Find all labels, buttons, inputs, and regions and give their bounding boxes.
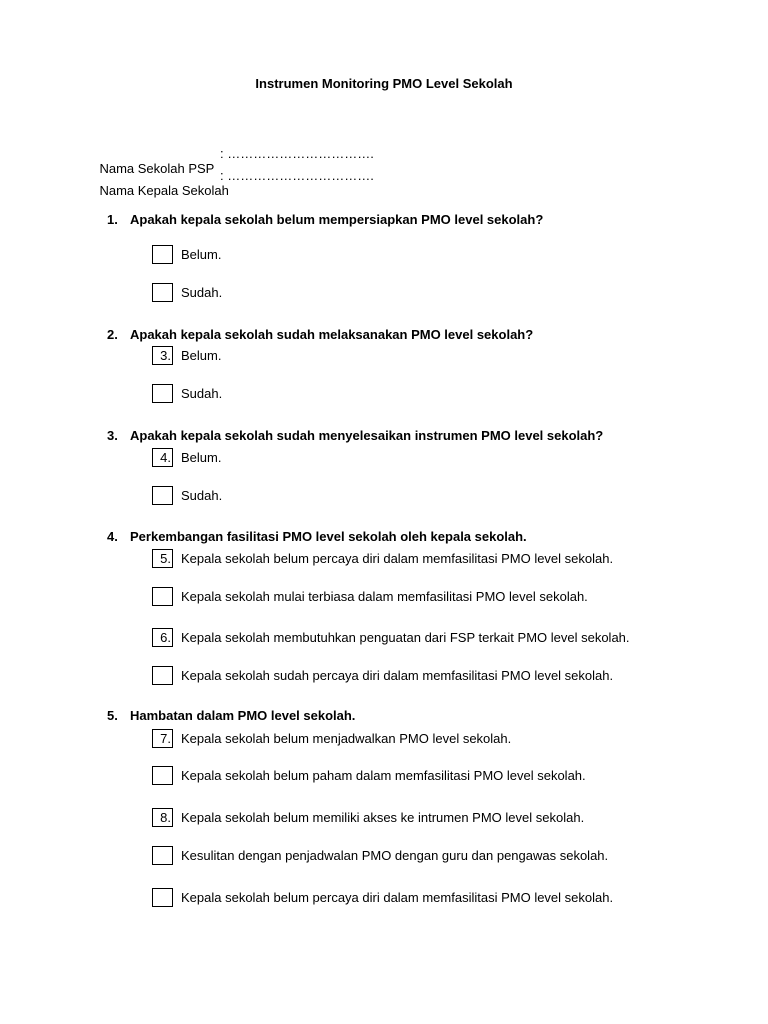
- field-label: Nama Kepala Sekolah: [99, 183, 229, 198]
- option-label: Kepala sekolah belum paham dalam memfasilitasi PMO level sekolah.: [181, 768, 586, 783]
- checkbox[interactable]: [152, 808, 173, 827]
- option-label: Kepala sekolah sudah percaya diri dalam memfasilitasi PMO level sekolah.: [181, 668, 614, 683]
- checkbox[interactable]: [152, 448, 173, 467]
- option-label: Belum.: [181, 348, 222, 363]
- option-label: Belum.: [181, 247, 222, 262]
- question-text: Hambatan dalam PMO level sekolah.: [130, 708, 356, 723]
- field-value: : …………………………….: [220, 168, 374, 183]
- option-label: Sudah.: [181, 488, 223, 503]
- question-text: Apakah kepala sekolah belum mempersiapkan PMO level sekolah?: [130, 212, 544, 227]
- option-label: Kepala sekolah mulai terbiasa dalam memfasilitasi PMO level sekolah.: [181, 589, 588, 604]
- question-text: Apakah kepala sekolah sudah menyelesaikan instrumen PMO level sekolah?: [130, 428, 604, 443]
- option-label: Kepala sekolah belum menjadwalkan PMO level sekolah.: [181, 731, 512, 746]
- checkbox[interactable]: [152, 486, 173, 505]
- question-4: [107, 529, 527, 544]
- question-number: 1.: [107, 212, 118, 227]
- checkbox-overlay-number: 5.: [160, 551, 171, 566]
- question-5: [107, 708, 355, 723]
- question-3: [107, 428, 603, 443]
- option-label: Kepala sekolah belum memiliki akses ke intrumen PMO level sekolah.: [181, 810, 585, 825]
- checkbox-overlay-number: 7.: [160, 731, 171, 746]
- option-label: Kepala sekolah belum percaya diri dalam memfasilitasi PMO level sekolah.: [181, 890, 614, 905]
- checkbox[interactable]: [152, 384, 173, 403]
- option-label: Sudah.: [181, 386, 223, 401]
- checkbox[interactable]: [152, 346, 173, 365]
- checkbox[interactable]: [152, 766, 173, 785]
- checkbox[interactable]: [152, 245, 173, 264]
- option-label: Sudah.: [181, 285, 223, 300]
- question-number: 3.: [107, 428, 118, 443]
- option-label: Kepala sekolah belum percaya diri dalam memfasilitasi PMO level sekolah.: [181, 551, 614, 566]
- question-number: 5.: [107, 708, 118, 723]
- checkbox-overlay-number: 8.: [160, 810, 171, 825]
- checkbox[interactable]: [152, 549, 173, 568]
- checkbox[interactable]: [152, 283, 173, 302]
- question-1: [107, 212, 543, 227]
- question-number: 4.: [107, 529, 118, 544]
- checkbox[interactable]: [152, 888, 173, 907]
- checkbox[interactable]: [152, 666, 173, 685]
- option-label: Kepala sekolah membutuhkan penguatan dari FSP terkait PMO level sekolah.: [181, 630, 630, 645]
- checkbox[interactable]: [152, 587, 173, 606]
- checkbox-overlay-number: 6.: [160, 630, 171, 645]
- question-number: 2.: [107, 327, 118, 342]
- question-text: Perkembangan fasilitasi PMO level sekolah oleh kepala sekolah.: [130, 529, 527, 544]
- checkbox[interactable]: [152, 628, 173, 647]
- checkbox-overlay-number: 4.: [160, 450, 171, 465]
- question-text: Apakah kepala sekolah sudah melaksanakan PMO level sekolah?: [130, 327, 534, 342]
- checkbox-overlay-number: 3.: [160, 348, 171, 363]
- checkbox[interactable]: [152, 846, 173, 865]
- question-2: [107, 327, 533, 342]
- document-title: Instrumen Monitoring PMO Level Sekolah: [255, 76, 513, 91]
- option-label: Kesulitan dengan penjadwalan PMO dengan guru dan pengawas sekolah.: [181, 848, 609, 863]
- option-label: Belum.: [181, 450, 222, 465]
- field-label: Nama Sekolah PSP: [99, 161, 215, 176]
- checkbox[interactable]: [152, 729, 173, 748]
- field-value: : …………………………….: [220, 146, 374, 161]
